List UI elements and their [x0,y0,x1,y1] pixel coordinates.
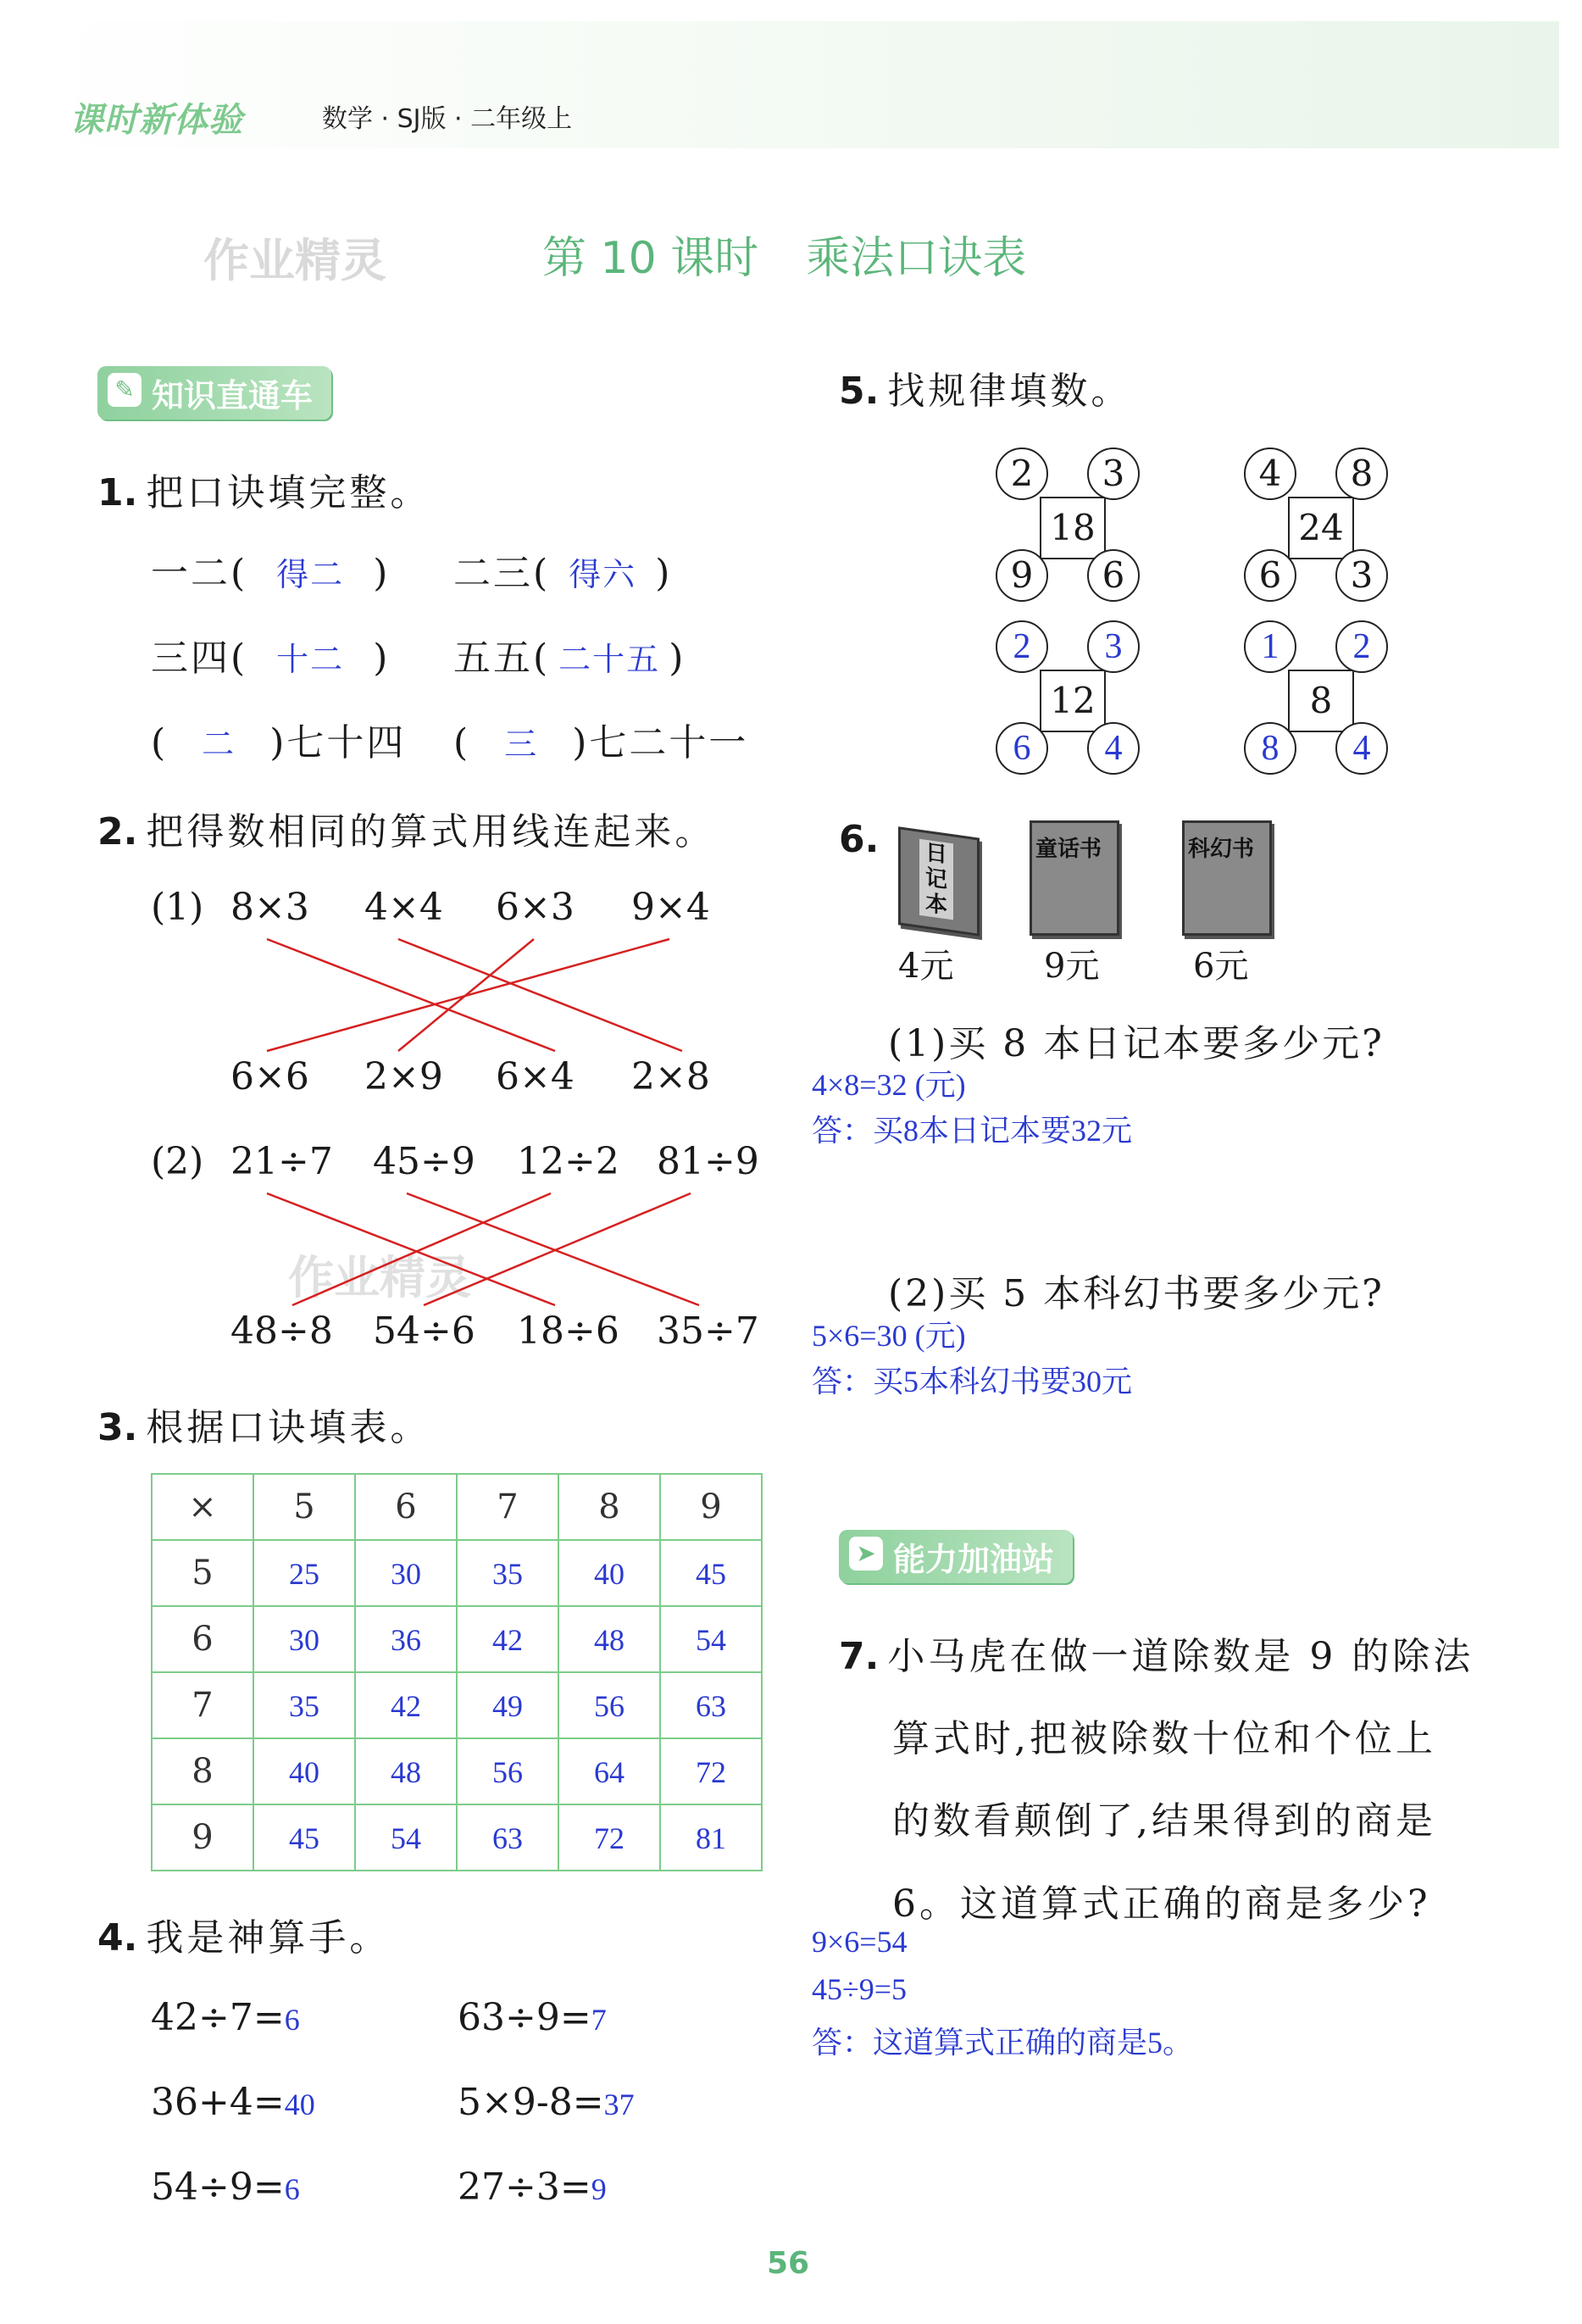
row-header: 9 [152,1804,253,1871]
pattern-circle-answer: 3 [1087,620,1140,673]
q6-sub1-answer: 答：买8本日记本要32元 [812,1114,1133,1148]
table-cell-answer: 63 [492,1821,523,1855]
table-row [152,1540,762,1606]
q2-p2-bottom-3: 35÷7 [657,1309,759,1353]
table-header-row [152,1474,762,1540]
q5-number: 5. [839,370,880,413]
q4-item: 54÷9=6 [151,2166,300,2209]
pattern-center: 8 [1288,670,1354,732]
table-cell-answer: 48 [391,1755,421,1789]
q1-answer: 二 [202,726,236,763]
q1-line-5: ( 二 )七十四 [151,721,407,764]
pattern-center: 12 [1040,670,1106,732]
q3-title [97,1397,430,1451]
table-cell-answer: 72 [696,1755,726,1789]
q7-number: 7. [839,1635,880,1678]
pattern-group [1244,448,1405,609]
table-cell-answer: 64 [594,1755,624,1789]
table-row [152,1606,762,1672]
multiplication-table [151,1473,763,1871]
table-cell-answer: 54 [696,1623,726,1657]
pattern-circle: 2 [996,448,1048,500]
table-cell-answer: 45 [289,1821,319,1855]
q4-item: 63÷9=7 [458,1996,607,2039]
q7-line-2: 算式时,把被除数十位和个位上 [892,1717,1436,1760]
q2-p1-top-3: 9×4 [631,886,710,929]
pattern-circle: 6 [1087,549,1140,602]
q6-sub2-calc: 5×6=30 (元) [812,1319,966,1353]
table-header-cell: 8 [558,1474,660,1540]
q7-work-2: 45÷9=5 [812,1972,908,2006]
brand-logo: 课时新体验 [69,101,243,140]
q4-answer: 6 [284,2003,300,2037]
table-cell-answer: 63 [696,1689,726,1723]
row-header: 8 [152,1738,253,1804]
book-label: 童话书 [1035,837,1102,862]
q5-text: 找规律填数。 [887,370,1132,413]
q4-item: 27÷3=9 [458,2166,607,2209]
q4-title [97,1907,390,1961]
table-cell-answer: 30 [391,1557,421,1591]
row-header: 5 [152,1540,253,1606]
table-cell-answer: 49 [492,1689,523,1723]
q1-line-4: 五五( 二十五 ) [453,637,686,680]
book-price: 6元 [1193,947,1249,986]
pattern-circle-answer: 2 [1335,620,1388,673]
table-header-cell: 5 [253,1474,355,1540]
q6-title [839,818,887,861]
connect-line [424,1193,691,1305]
q7-line-4: 6。这道算式正确的商是多少? [892,1882,1431,1926]
q7-work-1: 9×6=54 [812,1925,908,1959]
table-cell-answer: 56 [492,1755,523,1789]
q2-p2-top-0: 21÷7 [230,1140,333,1183]
q1-line-2: 二三( 得六 ) [453,552,673,595]
table-row [152,1738,762,1804]
q1-answer: 二十五 [558,641,661,678]
q1-answer: 得六 [569,556,637,593]
q7-work-answer: 答：这道算式正确的商是5。 [812,2026,1194,2060]
table-cell-answer: 36 [391,1623,421,1657]
q3-text: 根据口诀填表。 [146,1406,431,1449]
q4-item: 42÷7=6 [151,1996,300,2039]
section-ability [839,1530,1073,1583]
q6-sub2-question: (2)买 5 本科幻书要多少元? [888,1272,1385,1315]
row-header: 6 [152,1606,253,1672]
table-cell-answer: 42 [492,1623,523,1657]
table-cell-answer: 54 [391,1821,421,1855]
q2-p2-top-3: 81÷9 [657,1140,759,1183]
pattern-circle: 3 [1087,448,1140,500]
q1-line-6: ( 三 )七二十一 [453,721,749,764]
pattern-group [1244,620,1405,781]
fairy-book-icon [1030,820,1119,936]
page-number: 56 [767,2246,810,2281]
pattern-circle-answer: 4 [1087,722,1140,775]
pattern-center: 24 [1288,497,1354,559]
section-ability-label: 能力加油站 [893,1541,1055,1578]
table-cell-answer: 45 [696,1557,726,1591]
q5-title [839,360,1131,414]
q4-answer: 6 [284,2172,300,2206]
q4-item: 5×9-8=37 [458,2081,635,2124]
lesson-name: 乘法口诀表 [806,233,1027,284]
q2-p2-top-1: 45÷9 [373,1140,475,1183]
q2-p1-bottom-1: 2×9 [364,1055,443,1098]
lesson-number: 第 10 课时 [542,233,759,284]
pattern-circle: 6 [1244,549,1296,602]
q1-number: 1. [97,471,138,514]
table-row [152,1804,762,1871]
pattern-circle-answer: 2 [996,620,1048,673]
q1-answer: 十二 [276,641,345,678]
pattern-circle: 3 [1335,549,1388,602]
q1-line-3: 三四( 十二 ) [151,637,391,680]
q2-p2-bottom-2: 18÷6 [517,1309,619,1353]
q6-sub1-calc: 4×8=32 (元) [812,1068,966,1102]
scifi-book-icon [1182,820,1272,936]
connect-line [407,1193,699,1305]
pattern-circle-answer: 8 [1244,722,1296,775]
table-header-cell: 6 [355,1474,457,1540]
table-cell-answer: 81 [696,1821,726,1855]
q7-line-3: 的数看颠倒了,结果得到的商是 [892,1799,1436,1843]
table-row [152,1672,762,1738]
section-knowledge-label: 知识直通车 [152,377,314,414]
table-cell-answer: 42 [391,1689,421,1723]
book-label: 科幻书 [1188,837,1255,862]
pattern-circle-answer: 4 [1335,722,1388,775]
q2-p1-bottom-0: 6×6 [230,1055,309,1098]
diary-book-icon [898,826,980,936]
table-cell-answer: 35 [492,1557,523,1591]
table-header-cell: 9 [660,1474,762,1540]
q2-p1-top-0: 8×3 [230,886,309,929]
table-cell-answer: 48 [594,1623,624,1657]
q1-answer: 得二 [276,556,345,593]
pattern-circle-answer: 6 [996,722,1048,775]
q2-number: 2. [97,810,138,853]
table-cell-answer: 72 [594,1821,624,1855]
q4-answer: 40 [284,2088,315,2121]
q4-number: 4. [97,1916,138,1960]
q2-text: 把得数相同的算式用线连起来。 [146,810,716,853]
pattern-group [996,448,1157,609]
q4-answer: 7 [591,2003,607,2037]
pattern-circle-answer: 1 [1244,620,1296,673]
table-cell-answer: 30 [289,1623,319,1657]
q3-number: 3. [97,1406,138,1449]
q4-item: 36+4=40 [151,2081,315,2124]
table-cell-answer: 40 [594,1557,624,1591]
q1-answer: 三 [504,726,539,763]
q4-answer: 37 [603,2088,635,2121]
q7-line-1: 7. 小马虎在做一道除数是 9 的除法 [839,1635,1474,1678]
pattern-circle: 4 [1244,448,1296,500]
book-price: 9元 [1044,947,1100,986]
q2-p2-top-2: 12÷2 [517,1140,619,1183]
q6-number: 6. [839,818,880,861]
q6-sub2-answer: 答：买5本科幻书要30元 [812,1365,1133,1398]
pattern-circle: 9 [996,549,1048,602]
pattern-center: 18 [1040,497,1106,559]
q2-p2-bottom-1: 54÷6 [373,1309,475,1353]
connect-line [267,939,555,1051]
connect-line [267,939,669,1051]
q4-answer: 9 [591,2172,607,2206]
watermark-2: 作业精灵 [288,1251,471,1304]
q6-sub1-question: (1)买 8 本日记本要多少元? [888,1022,1385,1065]
table-header-cell: 7 [457,1474,558,1540]
table-cell-answer: 35 [289,1689,319,1723]
q2-p1-bottom-3: 2×8 [631,1055,710,1098]
q2-p1-top-1: 4×4 [364,886,443,929]
q2-part1-label: (1) [151,886,204,929]
run-icon: ➤ [849,1537,883,1571]
pattern-circle: 8 [1335,448,1388,500]
subject-label: 数学 · SJ版 · 二年级上 [322,104,573,134]
q4-text: 我是神算手。 [146,1916,391,1960]
row-header: 7 [152,1672,253,1738]
book-label: 日记本 [919,839,953,920]
q1-line-1: 一二( 得二 ) [151,552,391,595]
q2-p1-bottom-2: 6×4 [496,1055,575,1098]
bulb-icon: ✎ [108,373,142,407]
connect-line [398,939,682,1051]
table-cell-answer: 56 [594,1689,624,1723]
table-cell-answer: 40 [289,1755,319,1789]
q2-p1-top-2: 6×3 [496,886,575,929]
pattern-group [996,620,1157,781]
q2-part2-label: (2) [151,1140,204,1183]
q2-p2-bottom-0: 48÷8 [230,1309,333,1353]
table-cell-answer: 25 [289,1557,319,1591]
table-header-cell: × [152,1474,253,1540]
book-price: 4元 [898,947,954,986]
q1-text: 把口诀填完整。 [146,471,431,514]
watermark: 作业精灵 [203,234,386,287]
